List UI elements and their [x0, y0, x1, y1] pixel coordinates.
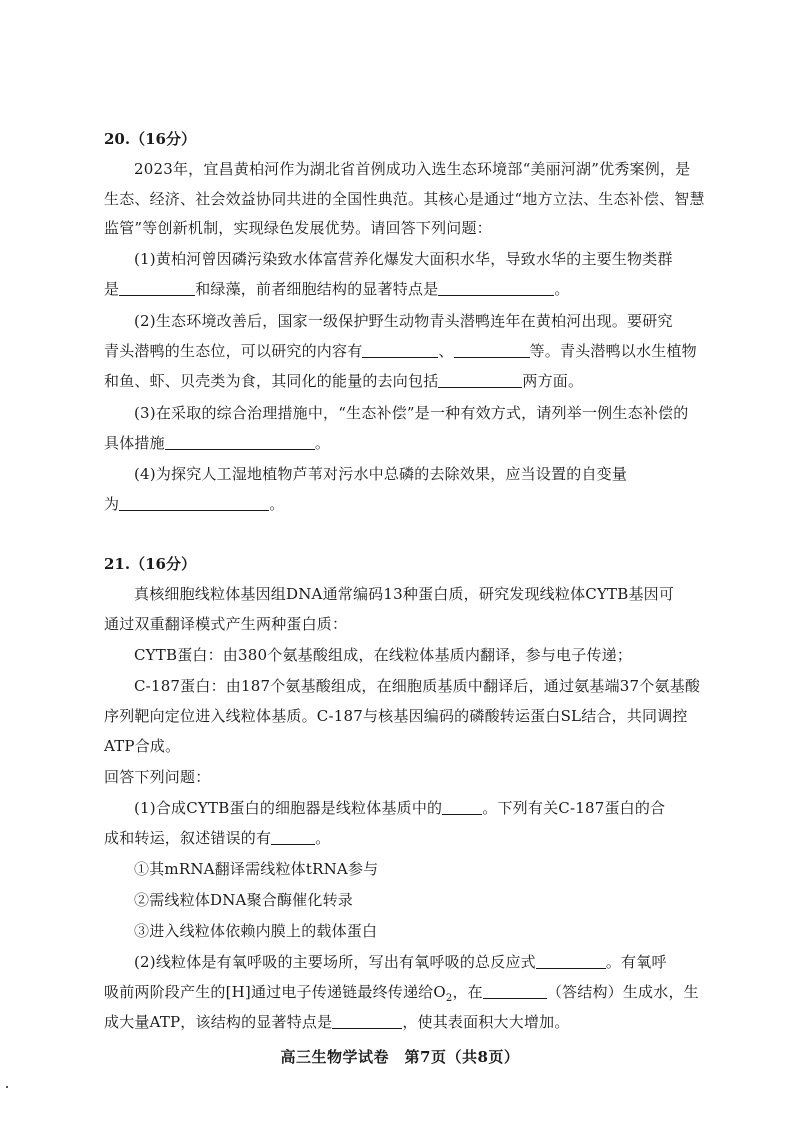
- answer-blank[interactable]: [362, 343, 438, 358]
- q21-option-2: ②需线粒体DNA聚合酶催化转录: [134, 891, 353, 909]
- q20-part4-line: (4)为探究人工湿地植物芦苇对污水中总磷的去除效果，应当设置的自变量: [134, 465, 628, 483]
- answer-blank[interactable]: [438, 281, 554, 296]
- q21-part2-line: 吸前两阶段产生的[H]通过电子传递链最终传递给$O_2$，在 （答结构）生成水，生: [104, 983, 699, 1004]
- q21-c187-line: C-187蛋白：由187个氨基酸组成，在细胞质基质中翻译后，通过氨基端37个氨基酸: [134, 677, 701, 695]
- answer-blank[interactable]: [483, 984, 547, 999]
- answer-blank[interactable]: [454, 343, 530, 358]
- answer-blank[interactable]: [442, 800, 482, 815]
- q20-part3-line: 具体措施 。: [104, 434, 331, 452]
- q21-option-3: ③进入线粒体依赖内膜上的载体蛋白: [134, 922, 378, 940]
- q20-header: 20.（16分）: [104, 130, 196, 148]
- q21-c187-line: 序列靶向定位进入线粒体基质。C-187与核基因编码的磷酸转运蛋白SL结合，共同调控: [104, 707, 688, 725]
- q21-part1-line: 成和转运，叙述错误的有 。: [104, 829, 331, 847]
- q20-intro-line: 生态、经济、社会效益协同共进的全国性典范。其核心是通过“地方立法、生态补偿、智慧: [104, 190, 705, 208]
- q20-part1-line: (1)黄柏河曾因磷污染致水体富营养化爆发大面积水华，导致水华的主要生物类群: [134, 250, 673, 268]
- page-footer: 高三生物学试卷 第7页（共8页）: [280, 1048, 520, 1066]
- answer-blank[interactable]: [165, 435, 315, 450]
- q20-part2-line: 和鱼、虾、贝壳类为食，其同化的能量的去向包括 两方面。: [104, 372, 584, 390]
- q20-part3-line: (3)在采取的综合治理措施中，“生态补偿”是一种有效方式，请列举一例生态补偿的: [134, 404, 689, 422]
- q20-part2-line: (2)生态环境改善后，国家一级保护野生动物青头潜鸭连年在黄柏河出现。要研究: [134, 312, 673, 330]
- q21-intro-line: 真核细胞线粒体基因组DNA通常编码13种蛋白质，研究发现线粒体CYTB基因可: [134, 585, 675, 603]
- answer-blank[interactable]: [271, 830, 315, 845]
- q21-header: 21.（16分）: [104, 555, 196, 573]
- q21-part2-line: (2)线粒体是有氧呼吸的主要场所，写出有氧呼吸的总反应式 。有氧呼: [134, 953, 667, 971]
- answer-blank[interactable]: [536, 954, 606, 969]
- scan-speck: [6, 1086, 8, 1088]
- q21-cytb-line: CYTB蛋白：由380个氨基酸组成，在线粒体基质内翻译，参与电子传递；: [134, 646, 633, 664]
- q20-intro-line: 2023年，宜昌黄柏河作为湖北省首例成功入选生态环境部“美丽河湖”优秀案例，是: [134, 160, 691, 178]
- q21-c187-line: ATP合成。: [104, 737, 181, 755]
- q21-ask-line: 回答下列问题：: [104, 768, 211, 786]
- answer-blank[interactable]: [119, 281, 195, 296]
- q21-intro-line: 通过双重翻译模式产生两种蛋白质：: [104, 615, 348, 633]
- q21-part1-line: (1)合成CYTB蛋白的细胞器是线粒体基质中的 。下列有关C-187蛋白的合: [134, 799, 666, 817]
- q20-part1-line: 是 和绿藻，前者细胞结构的显著特点是 。: [104, 280, 570, 298]
- answer-blank[interactable]: [119, 496, 269, 511]
- answer-blank[interactable]: [332, 1014, 402, 1029]
- answer-blank[interactable]: [438, 373, 522, 388]
- q21-option-1: ①其mRNA翻译需线粒体tRNA参与: [134, 860, 379, 878]
- q20-part2-line: 青头潜鸭的生态位，可以研究的内容有 、 等。青头潜鸭以水生植物: [104, 342, 697, 360]
- q20-part4-line: 为 。: [104, 495, 285, 513]
- q20-intro-line: 监管”等创新机制，实现绿色发展优势。请回答下列问题：: [104, 219, 492, 237]
- q21-part2-line: 成大量ATP，该结构的显著特点是 ，使其表面积大大增加。: [104, 1013, 570, 1031]
